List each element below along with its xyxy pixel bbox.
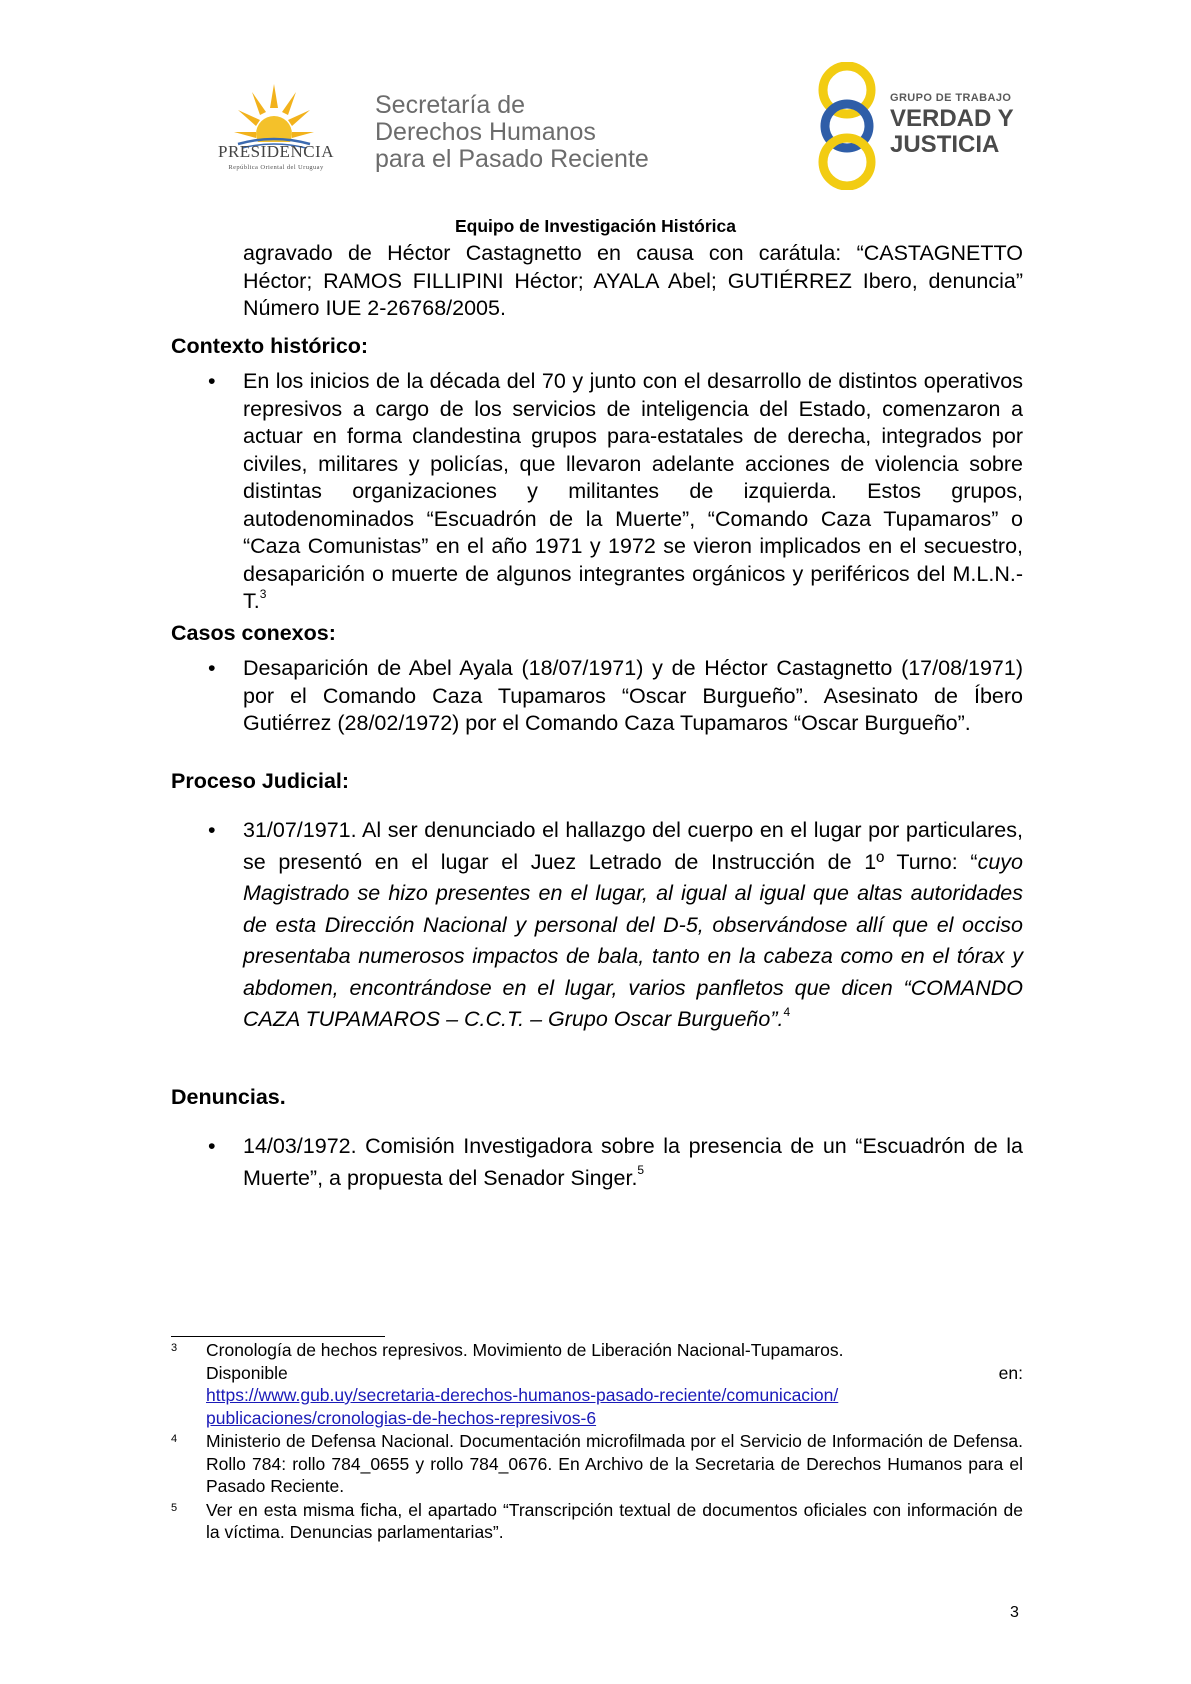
- contexto-text: En los inicios de la década del 70 y junto con el desarrollo de distintos operativos represivos a cargo de los servicios de inteligencia del Estado, comenzaron a actuar en forma clandestina grupos para-estatales de derecha, integrados por civiles, militares y policías, que llevaron adelante acciones de violencia sobre distintas organizaciones y militantes de izquierda. Estos grupos, autodenominados “Escuadrón de la Muerte”, “Comando Caza Tupamaros” o “Caza Comunistas” en el año 1971 y 1972 se vieron implicados en el secuestro, desaparición o muerte de algunos integrantes orgánicos y periféricos del M.L.N.-T.: [243, 369, 1023, 613]
- bullet-icon: •: [208, 818, 216, 842]
- denuncias-text: [243, 1131, 1023, 1194]
- casos-conexos-title: Casos conexos:: [171, 620, 336, 645]
- footnote-3-text: [206, 1339, 1023, 1429]
- footnote-number: 5: [171, 1501, 178, 1514]
- footnote-separator: [171, 1336, 385, 1337]
- casos-conexos-text: Desaparición de Abel Ayala (18/07/1971) y de Héctor Castagnetto (17/08/1971) por el Comando Caza Tupamaros “Oscar Burgueño”. Asesinato de Íbero Gutiérrez (28/02/1972) por el Comando Caza Tupamaros “Oscar Burgueño”.: [243, 656, 1023, 735]
- footnote-5: [171, 1499, 1023, 1544]
- proceso-judicial-text: [243, 815, 1023, 1036]
- secretaria-title: [375, 92, 649, 173]
- grupo-trabajo-logo: [812, 62, 1022, 190]
- disponible-label: Disponible: [206, 1362, 288, 1383]
- secretaria-line-2: Derechos Humanos: [375, 118, 596, 146]
- page-header: [0, 0, 1191, 215]
- footnote-number: 4: [171, 1433, 178, 1445]
- page-number: 3: [1010, 1604, 1019, 1621]
- bullet-icon: •: [208, 1134, 216, 1158]
- footnote-number: 3: [171, 1342, 178, 1354]
- footnote-3-link-line-1[interactable]: https://www.gub.uy/secretaria-derechos-humanos-pasado-reciente/comunicacion/: [206, 1385, 839, 1405]
- document-body: [171, 240, 1023, 1194]
- footnote-ref-4: 4: [783, 1004, 791, 1019]
- presidencia-logo: [196, 82, 356, 182]
- footnote-ref-5: 5: [637, 1163, 645, 1178]
- proceso-judicial-item: [171, 815, 1023, 1036]
- contexto-historico-text: [243, 368, 1023, 616]
- proceso-text-plain: 31/07/1971. Al ser denunciado el hallazgo del cuerpo en el lugar por particulares, se presentó en el lugar el Juez Letrado de Instrucción de 1º Turno: “: [243, 818, 1023, 874]
- casos-conexos-item: [171, 655, 1023, 738]
- footnote-3-link-line-2[interactable]: publicaciones/cronologias-de-hechos-represivos-6: [206, 1407, 597, 1428]
- contexto-historico-item: [171, 368, 1023, 616]
- presidencia-name: PRESIDENCIA: [217, 142, 334, 161]
- denuncias-text-body: 14/03/1972. Comisión Investigadora sobre la presencia de un “Escuadrón de la Muerte”, a propuesta del Senador Singer.: [243, 1134, 1023, 1190]
- footnote-5-text: Ver en esta misma ficha, el apartado “Transcripción textual de documentos oficiales con información de la víctima. Denuncias parlamentarias”.: [206, 1499, 1023, 1542]
- presidencia-subtitle: República Oriental del Uruguay: [228, 164, 324, 171]
- en-label: en:: [998, 1362, 1023, 1383]
- proceso-text-quote: cuyo Magistrado se hizo presentes en el lugar, al igual al igual que altas autoridades de esta Dirección Nacional y personal del D-5, observándose allí que el occiso presentaba numerosos impactos de bala, tanto en la cabeza como en el tórax y abdomen, encontrándose en el lugar, varios panfletos que dicen “COMANDO CAZA TUPAMAROS – C.C.T. – Grupo Oscar Burgueño”.: [243, 849, 1023, 1031]
- denuncias-item: [171, 1131, 1023, 1194]
- bullet-icon: •: [208, 656, 216, 680]
- verdad-y-label: VERDAD Y: [890, 105, 1014, 132]
- footnote-3-available: [206, 1362, 1023, 1385]
- bullet-icon: •: [208, 369, 216, 393]
- footnote-4-text: Ministerio de Defensa Nacional. Documentación microfilmada por el Servicio de Información de Defensa. Rollo 784: rollo 784_0655 y rollo 784_0676. En Archivo de la Secretaria de Derechos Humanos para el Pasado Reciente.: [206, 1431, 1023, 1496]
- footnotes: [171, 1339, 1023, 1544]
- justicia-label: JUSTICIA: [890, 131, 1000, 158]
- footnote-ref-3: 3: [259, 586, 267, 601]
- intro-paragraph: agravado de Héctor Castagnetto en causa con carátula: “CASTAGNETTO Héctor; RAMOS FILLIPINI Héctor; AYALA Abel; GUTIÉRREZ Ibero, denuncia” Número IUE 2-26768/2005.: [243, 241, 1023, 320]
- secretaria-line-3: para el Pasado Reciente: [375, 145, 649, 173]
- denuncias-title: Denuncias.: [171, 1084, 286, 1109]
- proceso-judicial-title: Proceso Judicial:: [171, 768, 350, 793]
- contexto-historico-title: Contexto histórico:: [171, 333, 369, 358]
- footnote-3-line: Cronología de hechos represivos. Movimiento de Liberación Nacional-Tupamaros.: [206, 1340, 844, 1360]
- grupo-trabajo-rings-icon: [812, 62, 882, 190]
- footnote-3: [171, 1339, 1023, 1429]
- equipo-heading: Equipo de Investigación Histórica: [454, 216, 737, 236]
- secretaria-line-1: Secretaría de: [375, 91, 526, 119]
- grupo-trabajo-label: GRUPO DE TRABAJO: [890, 92, 1012, 104]
- footnote-4: [171, 1430, 1023, 1498]
